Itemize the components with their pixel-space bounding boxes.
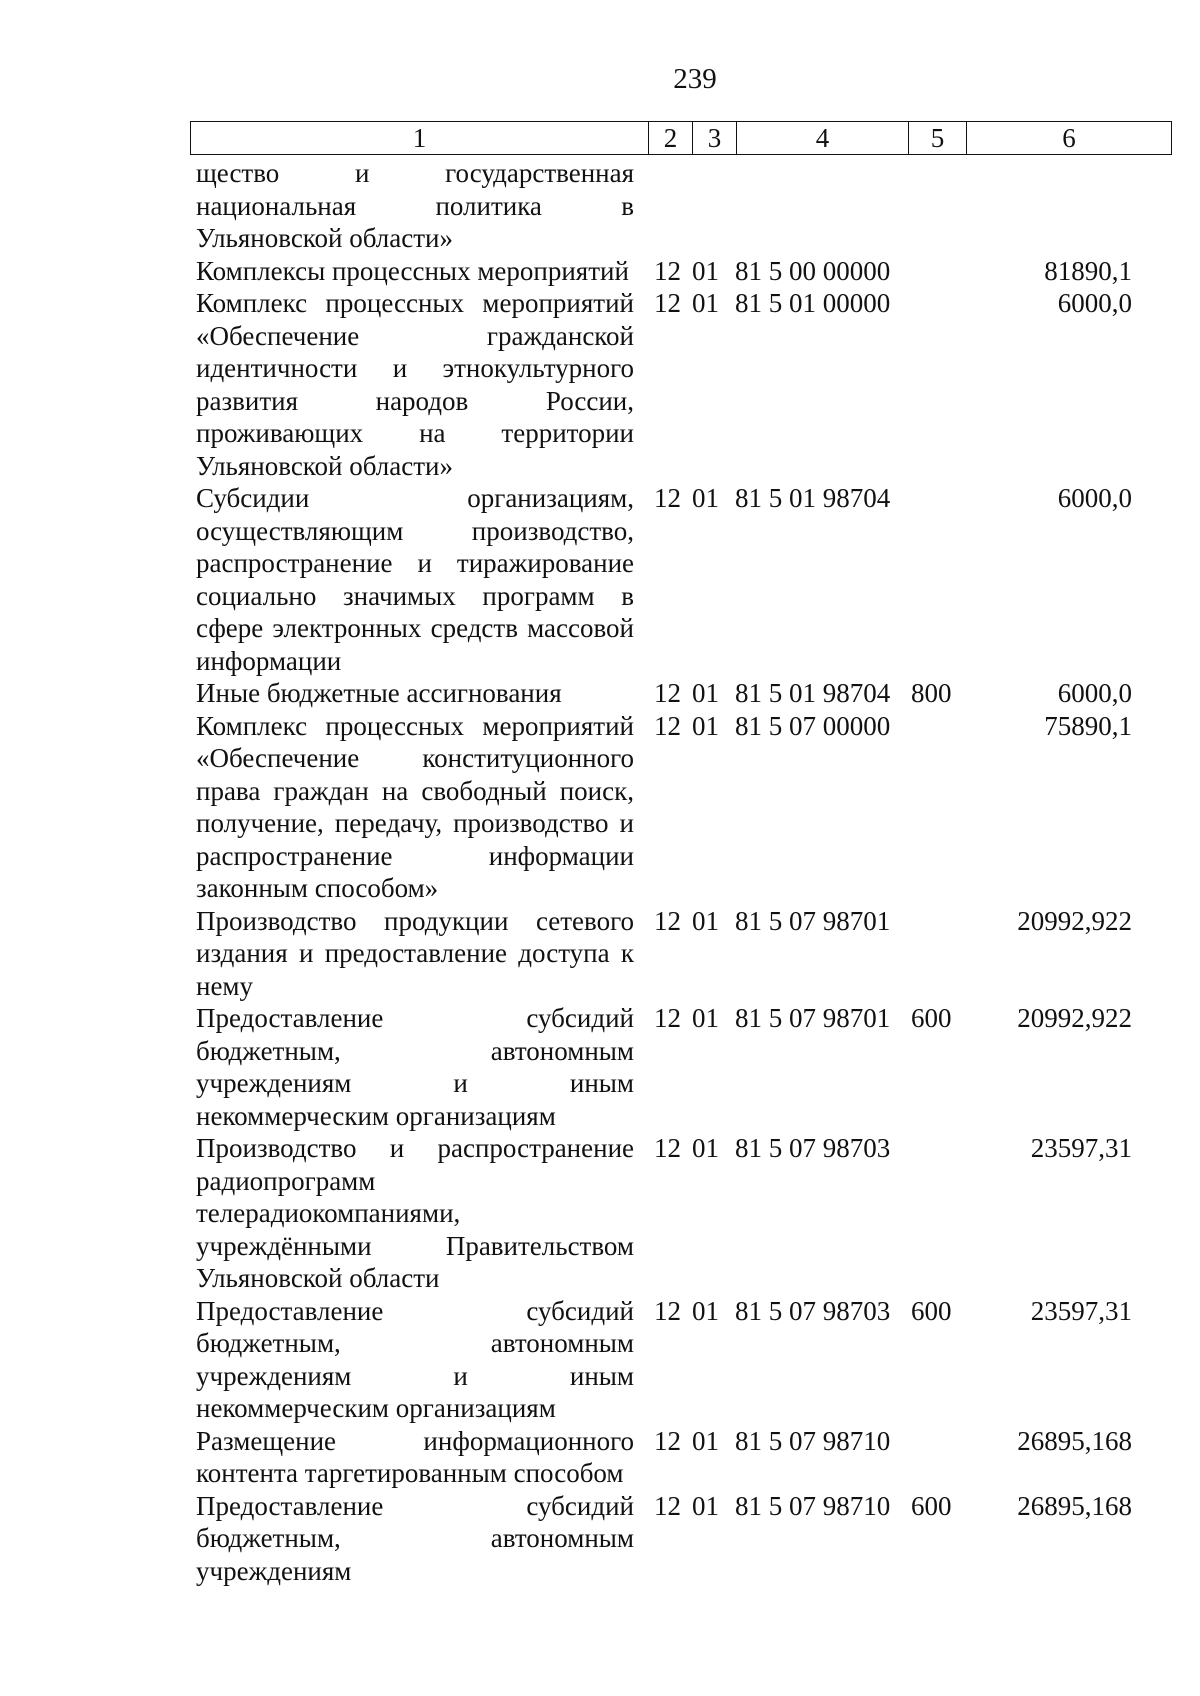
- table-body: [196, 157, 1196, 1587]
- row-target-code: 81 5 07 98703: [735, 1295, 891, 1326]
- table-row: [196, 1132, 1196, 1295]
- table-row: [196, 482, 1196, 677]
- row-name: Размещение информационного контента таргетированным способом: [196, 1425, 634, 1488]
- row-target-code: 81 5 01 98704: [735, 678, 891, 708]
- row-section: 12: [654, 255, 681, 286]
- row-name: Производство и распространение радиопрограмм телерадиокомпаниями, учреждёнными Правительством Ульяновской области: [196, 1133, 634, 1293]
- column-header-5: 5: [909, 122, 967, 154]
- row-section: 12: [654, 483, 681, 513]
- row-amount: 26895,168: [1017, 1425, 1132, 1456]
- table-row: [196, 1490, 1196, 1588]
- row-section: 12: [654, 1425, 681, 1456]
- row-expense-type: 800: [911, 678, 952, 708]
- row-section: 12: [654, 1490, 681, 1521]
- table-row: [196, 1295, 1196, 1425]
- row-target-code: 81 5 07 98710: [735, 1490, 891, 1521]
- table-row: [196, 255, 1196, 288]
- column-header-6: 6: [1062, 123, 1076, 153]
- row-name: Иные бюджетные ассигнования: [196, 678, 562, 708]
- row-section: 12: [654, 1295, 681, 1326]
- row-amount: 20992,922: [1017, 1003, 1132, 1033]
- row-section: 12: [654, 905, 681, 936]
- row-name: Комплексы процессных мероприятий: [196, 255, 629, 286]
- row-name: Предоставление субсидий бюджетным, автономным учреждениям: [196, 1490, 634, 1586]
- column-header-3: 3: [693, 122, 737, 154]
- row-expense-type: 600: [911, 1295, 952, 1326]
- row-amount: 6000,0: [1057, 678, 1132, 708]
- row-name: Субсидии организациям, осуществляющим производство, распространение и тиражирование социально значимых программ в сфере электронных средств массовой информации: [196, 483, 634, 676]
- row-subsection: 01: [692, 255, 719, 286]
- row-name: Комплекс процессных мероприятий «Обеспечение конституционного права граждан на свободный поиск, получение, передачу, производство и распространение информации законным способом»: [196, 710, 634, 903]
- table-row: [196, 710, 1196, 905]
- row-amount: 75890,1: [1044, 710, 1132, 741]
- table-row: [196, 157, 1196, 255]
- row-amount: 6000,0: [1057, 288, 1132, 318]
- table-header: [190, 121, 1172, 155]
- row-target-code: 81 5 07 98701: [735, 905, 891, 936]
- row-section: 12: [654, 678, 681, 708]
- row-subsection: 01: [692, 1003, 719, 1033]
- row-subsection: 01: [692, 710, 719, 741]
- row-amount: 26895,168: [1017, 1490, 1132, 1521]
- row-subsection: 01: [692, 483, 719, 513]
- row-name: щество и государственная национальная политика в Ульяновской области»: [196, 158, 634, 253]
- column-header-2: 2: [649, 122, 693, 154]
- row-subsection: 01: [692, 1133, 719, 1163]
- row-name: Производство продукции сетевого издания и предоставление доступа к нему: [196, 905, 634, 1001]
- row-expense-type: 600: [911, 1490, 952, 1521]
- table-row: [196, 905, 1196, 1003]
- row-target-code: 81 5 07 00000: [735, 710, 891, 741]
- table-row: [196, 287, 1196, 482]
- row-amount: 20992,922: [1017, 905, 1132, 936]
- table-row: [196, 1425, 1196, 1490]
- row-target-code: 81 5 01 98704: [735, 483, 891, 513]
- column-header-4: 4: [737, 122, 909, 154]
- row-target-code: 81 5 07 98703: [735, 1133, 891, 1163]
- row-amount: 6000,0: [1057, 483, 1132, 513]
- row-name: Предоставление субсидий бюджетным, автономным учреждениям и иным некоммерческим организациям: [196, 1003, 634, 1131]
- page-number: 239: [673, 63, 717, 95]
- row-amount: 23597,31: [1030, 1133, 1132, 1163]
- column-header-1: 1: [191, 122, 649, 154]
- row-section: 12: [654, 1003, 681, 1033]
- row-section: 12: [654, 288, 681, 318]
- row-subsection: 01: [692, 1490, 719, 1521]
- row-name: Комплекс процессных мероприятий «Обеспечение гражданской идентичности и этнокультурного развития народов России, проживающих на территории Ульяновской области»: [196, 288, 634, 481]
- row-subsection: 01: [692, 288, 719, 318]
- row-subsection: 01: [692, 1425, 719, 1456]
- row-section: 12: [654, 710, 681, 741]
- row-subsection: 01: [692, 1295, 719, 1326]
- table-row: [196, 1002, 1196, 1132]
- row-subsection: 01: [692, 678, 719, 708]
- row-name: Предоставление субсидий бюджетным, автономным учреждениям и иным некоммерческим организациям: [196, 1295, 634, 1423]
- row-subsection: 01: [692, 905, 719, 936]
- row-amount: 23597,31: [1030, 1295, 1132, 1326]
- row-section: 12: [654, 1133, 681, 1163]
- table-row: [196, 677, 1196, 710]
- row-target-code: 81 5 00 00000: [735, 255, 891, 286]
- row-target-code: 81 5 07 98701: [735, 1003, 891, 1033]
- row-amount: 81890,1: [1044, 255, 1132, 286]
- row-expense-type: 600: [911, 1003, 952, 1033]
- row-target-code: 81 5 07 98710: [735, 1425, 891, 1456]
- row-target-code: 81 5 01 00000: [735, 288, 891, 318]
